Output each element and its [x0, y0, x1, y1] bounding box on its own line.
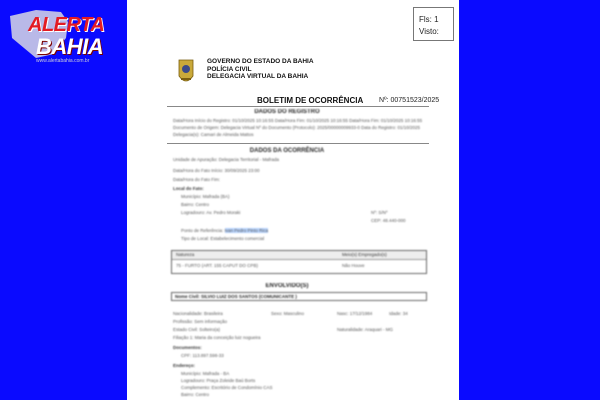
endereco-complemento: Complemento: Escritório de Condomínio CAS	[181, 385, 273, 390]
natureza-col-meio: Meio(s) Empregado(s)	[342, 252, 387, 257]
fato-inicio: Data/Hora do Fato Início: 30/09/2025 23:00	[173, 168, 260, 173]
endereco-municipio: Município: Mafrada - BA	[181, 371, 230, 376]
endereco-logradouro: Logradouro: Praça Zoleide Baú Borts	[181, 378, 256, 383]
local-cep: CEP: 48.440-000	[371, 218, 406, 223]
local-municipio: Município: Mafrada (BA)	[181, 194, 230, 199]
registro-line-1: Data/Hora Início do Registro: 01/10/2025 10:16:55 Data/Hora Fim: 01/10/2025 10:16:55 Data/Hora Fim: 01/10/2025 10:16:55	[173, 118, 423, 123]
envolvido-nome: Nome Civil: SILVIO LUIZ DOS SANTOS (COMUNICANTE )	[175, 294, 297, 299]
divider	[167, 106, 429, 107]
endereco-heading: Endereço:	[173, 363, 196, 368]
envolvido-naturalidade: Naturalidade: Araquari - MG	[337, 327, 394, 332]
envolvido-filiacao: Filiação 1: Maria da conceição luiz nogueira	[173, 335, 261, 340]
endereco-bairro: Bairro: Centro	[181, 392, 210, 397]
local-numero: Nº: S/Nº	[371, 210, 388, 215]
police-title: POLÍCIA CIVIL	[207, 65, 252, 73]
referencia-value: Ivan Pedro Pinto Rica	[224, 228, 269, 233]
envolvido-profissao: Profissão: Sem informação	[173, 319, 228, 324]
envolvido-estado-civil: Estado Civil: Solteiro(a)	[173, 327, 221, 332]
registro-line-3: Delegacia(s): Camari de Almeida Mattos	[173, 132, 254, 137]
visto-label: Visto:	[419, 27, 439, 36]
local-logradouro: Logradouro: Av. Pedro Moraki	[181, 210, 241, 215]
unidade-apuracao: Unidade de Apuração: Delegacia Territorial - Mafrada	[173, 157, 279, 162]
report-title: BOLETIM DE OCORRÊNCIA	[257, 96, 364, 105]
police-badge-icon	[177, 58, 195, 86]
natureza-header-row	[172, 251, 426, 260]
envolvido-idade: Idade: 34	[389, 311, 408, 316]
gov-title: GOVERNO DO ESTADO DA BAHIA	[207, 58, 314, 65]
envolvido-nascimento: Nasc: 17/12/1984	[337, 311, 373, 316]
meio-value: Não Houve	[342, 263, 365, 268]
issuer-header	[207, 58, 314, 81]
ponto-referencia	[181, 228, 268, 233]
logo-tagline: www.alertabahia.com.br	[36, 58, 90, 64]
delegacia-title: DELEGACIA VIRTUAL DA BAHIA	[207, 73, 309, 80]
registro-line-2: Documento de Origem: Delegacia Virtual Nº do Documento (Protocolo): 2025/00000009933-0 Data do Registro: 01/10/2025	[173, 125, 420, 130]
page-stamp-box	[413, 7, 454, 41]
police-report-document: GOVERNO DO ESTADO DA BAHIA POLÍCIA CIVIL DELEGACIA VIRTUAL DA BAHIA BOLETIM DE OCORRÊNCIA Nº: 00751523/2025 DADOS DO REGISTRO Data/Hora Início do Registro: 01/10/2025 10:16:55 Data/Hora Fim: 01/10/2025 10:16:55 Data/Hora Fim: 01/10/2025 10:16:55 Documento de Origem: Delegacia Virtual Nº do Documento (Protocolo): 2025/00000009933-0 Data do Registro: 01/10/2025 Delegacia(s): Camari de Almeida Mattos DADOS DA OCORRÊNCIA Unidade de Apuração: Delegacia Territorial - Mafrada Data/Hora do Fato Início: 30/09/2025 23:00 Data/Hora do Fato Fim: Local do Fato: Município: Mafrada (BA) Bairro: Centro Logradouro: Av. Pedro Moraki Nº: S/Nº CEP: 48.440-000 Ponto de Referência: Ivan Pedro Pinto Rica Tipo de Local: Estabelecimento comercial Natureza Meio(s) Empregado(s) 75 - FURTO (ART. 155 CAPUT DO CPB) Não Houve ENVOLVIDO(S) Nome Civil: SILVIO LUIZ DOS SANTOS (COMUNICANTE ) Nacionalidade: Brasileira Sexo: Masculino Nasc: 17/12/1984 Idade: 34 Profissão: Sem informação Estado Civil: Solteiro(a) Naturalidade: Araquari - MG Filiação 1: Maria da conceição luiz nogueira Documentos: CPF: 113.897.598-33 Endereço: Município: Mafrada - BA Logradouro: Praça Zoleide Baú Borts Complemento: Escritório de Condomínio CAS Bairro: Centro	[127, 0, 459, 400]
envolvido-cpf: CPF: 113.897.598-33	[181, 353, 224, 358]
fls-label: Fls: 1	[419, 15, 439, 24]
tipo-local: Tipo de Local: Estabelecimento comercial	[181, 236, 265, 241]
local-bairro: Bairro: Centro	[181, 202, 210, 207]
natureza-table	[171, 250, 427, 274]
alerta-bahia-logo	[6, 8, 118, 64]
envolvido-name-box	[171, 292, 427, 301]
logo-bahia-text: BAHIA	[36, 34, 104, 59]
local-heading: Local do Fato:	[173, 186, 204, 191]
divider	[167, 143, 429, 144]
documentos-heading: Documentos:	[173, 345, 202, 350]
natureza-value: 75 - FURTO (ART. 155 CAPUT DO CPB)	[176, 263, 258, 268]
envolvido-sexo: Sexo: Masculino	[271, 311, 305, 316]
natureza-col-natureza: Natureza	[176, 252, 195, 257]
report-number: Nº: 00751523/2025	[379, 97, 440, 104]
logo-alerta-text: ALERTA	[28, 14, 105, 36]
envolvido-nacionalidade: Nacionalidade: Brasileira	[173, 311, 223, 316]
fato-fim: Data/Hora do Fato Fim:	[173, 177, 221, 182]
referencia-label: Ponto de Referência:	[181, 228, 224, 233]
